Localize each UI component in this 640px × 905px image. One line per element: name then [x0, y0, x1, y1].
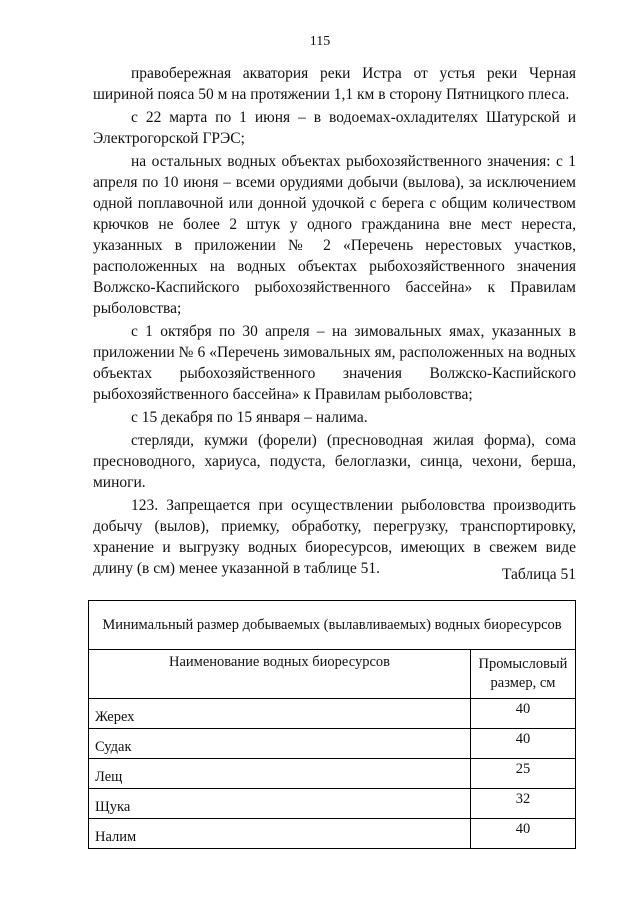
table-row — [89, 699, 576, 729]
paragraph: с 1 октября по 30 апреля – на зимовальных ямах, указанных в приложении № 6 «Перечень зимовальных ям, расположенных на водных объектах рыбохозяйственного значения Волжско-Каспийского рыбохозяйственного бассейна» к Правилам рыболовства; — [93, 323, 576, 403]
species-size: 25 — [471, 759, 576, 789]
table-row — [89, 789, 576, 819]
table-row — [89, 729, 576, 759]
table-row — [89, 759, 576, 789]
document-body — [93, 63, 576, 579]
size-table — [88, 600, 576, 849]
species-size: 40 — [471, 819, 576, 849]
column-header-size: Промысловый размер, см — [471, 650, 576, 699]
paragraph: на остальных водных объектах рыбохозяйственного значения: с 1 апреля по 10 июня – всеми орудиями добычи (вылова), за исключением одной поплавочной или донной удочкой с берега с общим количеством крючков не более 2 штук у одного гражданина вне мест нереста, указанных в приложении № 2 «Перечень нерестовых участков, расположенных на водных объектах рыбохозяйственного значения Волжско-Каспийского рыбохозяйственного бассейна» к Правилам рыболовства; — [93, 153, 576, 317]
species-size: 32 — [471, 789, 576, 819]
table-header-row — [89, 650, 576, 699]
species-name: Лещ — [89, 759, 471, 789]
paragraph: стерляди, кумжи (форели) (пресноводная жилая форма), сома пресноводного, хариуса, подуста, белоглазки, синца, чехони, берша, миноги. — [93, 432, 576, 491]
species-name: Налим — [89, 819, 471, 849]
page-number: 115 — [309, 34, 331, 49]
table-row — [89, 819, 576, 849]
table-title-row — [89, 601, 576, 650]
paragraph: 123. Запрещается при осуществлении рыболовства производить добычу (вылов), приемку, обработку, перегрузку, транспортировку, хранение и выгрузку водных биоресурсов, имеющих в свежем виде длину (в см) менее указанной в таблице 51. — [93, 497, 576, 577]
species-size: 40 — [471, 729, 576, 759]
paragraph: правобережная акватория реки Истра от устья реки Черная шириной пояса 50 м на протяжении 1,1 км в сторону Пятницкого плеса. — [93, 65, 576, 103]
species-name: Щука — [89, 789, 471, 819]
species-name: Жерех — [89, 699, 471, 729]
table-title: Минимальный размер добываемых (вылавливаемых) водных биоресурсов — [89, 601, 576, 650]
paragraph: с 15 декабря по 15 января – налима. — [131, 409, 368, 426]
table-caption: Таблица 51 — [501, 566, 576, 583]
species-name: Судак — [89, 729, 471, 759]
paragraph: с 22 марта по 1 июня – в водоемах-охладителях Шатурской и Электрогорской ГРЭС; — [93, 109, 576, 147]
column-header-name: Наименование водных биоресурсов — [89, 650, 471, 699]
species-size: 40 — [471, 699, 576, 729]
